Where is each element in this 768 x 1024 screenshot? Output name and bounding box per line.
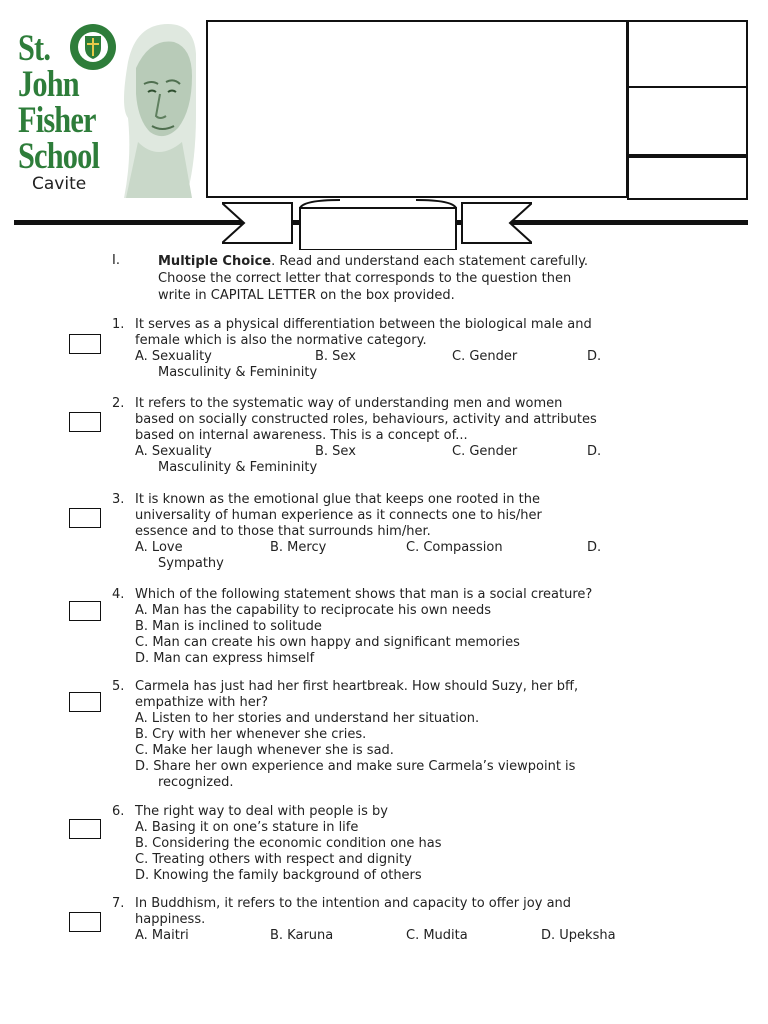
logo-word-st: St.: [18, 28, 51, 69]
question-stem-line: Carmela has just had her first heartbreak. How should Suzy, her bff,: [135, 679, 579, 694]
question-number: 2.: [112, 396, 125, 411]
question-stem-line: It is known as the emotional glue that keeps one rooted in the: [135, 492, 540, 507]
question-5: [112, 679, 682, 791]
question-stem-line: based on internal awareness. This is a concept of...: [135, 428, 468, 443]
answer-box-q2[interactable]: [69, 412, 101, 432]
option-b: B. Mercy: [270, 540, 327, 555]
score-boxes: [627, 20, 748, 200]
option-b: B. Karuna: [270, 928, 334, 943]
score-box-top: [627, 20, 748, 88]
option-b: B. Considering the economic condition one has: [135, 836, 442, 851]
question-stem-line: female which is also the normative category.: [135, 333, 427, 348]
option-c: C. Compassion: [406, 540, 503, 555]
option-c: C. Gender: [452, 444, 518, 459]
option-row: [135, 444, 682, 460]
answer-box-q6[interactable]: [69, 819, 101, 839]
option-c: C. Make her laugh whenever she is sad.: [135, 743, 394, 758]
logo-word-fisher: Fisher: [18, 100, 96, 141]
option-b: B. Cry with her whenever she cries.: [135, 727, 367, 742]
section-title: Multiple Choice: [158, 254, 272, 269]
section-numeral: I.: [112, 253, 120, 268]
option-a: A. Sexuality: [135, 444, 212, 459]
question-3: [112, 492, 682, 572]
option-d: D. Knowing the family background of others: [135, 868, 422, 883]
question-number: 3.: [112, 492, 125, 507]
instructions-text: [158, 253, 678, 304]
option-a: A. Basing it on one’s stature in life: [135, 820, 359, 835]
score-box-middle: [627, 86, 748, 156]
question-7: [112, 896, 682, 944]
option-d: D. Share her own experience and make sure Carmela’s viewpoint is: [135, 759, 576, 774]
question-stem-line: It serves as a physical differentiation between the biological male and: [135, 317, 592, 332]
score-box-bottom: [627, 156, 748, 200]
question-stem-line: empathize with her?: [135, 695, 268, 710]
question-6: [112, 804, 682, 884]
instructions-line-2: Choose the correct letter that corresponds to the question then: [158, 271, 572, 286]
option-row: [135, 540, 682, 556]
logo-word-school: School: [18, 136, 100, 177]
option-d: D.: [587, 444, 602, 459]
option-a: A. Maitri: [135, 928, 189, 943]
option-b: B. Sex: [315, 349, 356, 364]
logo-location: Cavite: [32, 174, 87, 194]
option-c: C. Man can create his own happy and significant memories: [135, 635, 520, 650]
option-d: D. Upeksha: [541, 928, 616, 943]
option-row: [135, 928, 682, 944]
option-a: A. Listen to her stories and understand her situation.: [135, 711, 480, 726]
option-c: C. Treating others with respect and dignity: [135, 852, 412, 867]
option-d-text: recognized.: [158, 775, 234, 790]
portrait-illustration: [118, 22, 196, 198]
option-row: [135, 349, 682, 365]
question-stem-line: based on socially constructed roles, behaviours, activity and attributes: [135, 412, 597, 427]
answer-box-q1[interactable]: [69, 334, 101, 354]
answer-box-q3[interactable]: [69, 508, 101, 528]
question-1: [112, 317, 682, 381]
question-2: [112, 396, 682, 476]
student-info-box: [206, 20, 628, 198]
option-d-text: Masculinity & Femininity: [158, 460, 318, 475]
question-stem-line: essence and to those that surrounds him/her.: [135, 524, 431, 539]
question-stem-line: universality of human experience as it connects one to his/her: [135, 508, 542, 523]
option-d: D.: [587, 540, 602, 555]
question-stem-line: Which of the following statement shows that man is a social creature?: [135, 587, 593, 602]
logo-word-john: John: [18, 64, 79, 105]
option-d-text: Masculinity & Femininity: [158, 365, 318, 380]
school-logo: [18, 22, 198, 202]
option-b: B. Man is inclined to solitude: [135, 619, 322, 634]
option-c: C. Mudita: [406, 928, 468, 943]
option-c: C. Gender: [452, 349, 518, 364]
question-number: 1.: [112, 317, 125, 332]
question-number: 4.: [112, 587, 125, 602]
option-d: D.: [587, 349, 602, 364]
option-a: A. Man has the capability to reciprocate his own needs: [135, 603, 491, 618]
school-seal-icon: [68, 22, 118, 72]
question-4: [112, 587, 682, 667]
answer-box-q4[interactable]: [69, 601, 101, 621]
question-stem-line: happiness.: [135, 912, 206, 927]
instructions-line-3: write in CAPITAL LETTER on the box provided.: [158, 288, 455, 303]
option-d-text: Sympathy: [158, 556, 224, 571]
instructions-line-1: . Read and understand each statement carefully.: [271, 254, 589, 269]
question-stem-line: The right way to deal with people is by: [135, 804, 388, 819]
question-stem-line: It refers to the systematic way of understanding men and women: [135, 396, 563, 411]
answer-box-q5[interactable]: [69, 692, 101, 712]
option-a: A. Love: [135, 540, 183, 555]
option-d: D. Man can express himself: [135, 651, 315, 666]
question-stem-line: In Buddhism, it refers to the intention and capacity to offer joy and: [135, 896, 572, 911]
question-number: 5.: [112, 679, 125, 694]
answer-box-q7[interactable]: [69, 912, 101, 932]
question-number: 7.: [112, 896, 125, 911]
option-b: B. Sex: [315, 444, 356, 459]
option-a: A. Sexuality: [135, 349, 212, 364]
ribbon-banner: [222, 198, 532, 250]
question-number: 6.: [112, 804, 125, 819]
